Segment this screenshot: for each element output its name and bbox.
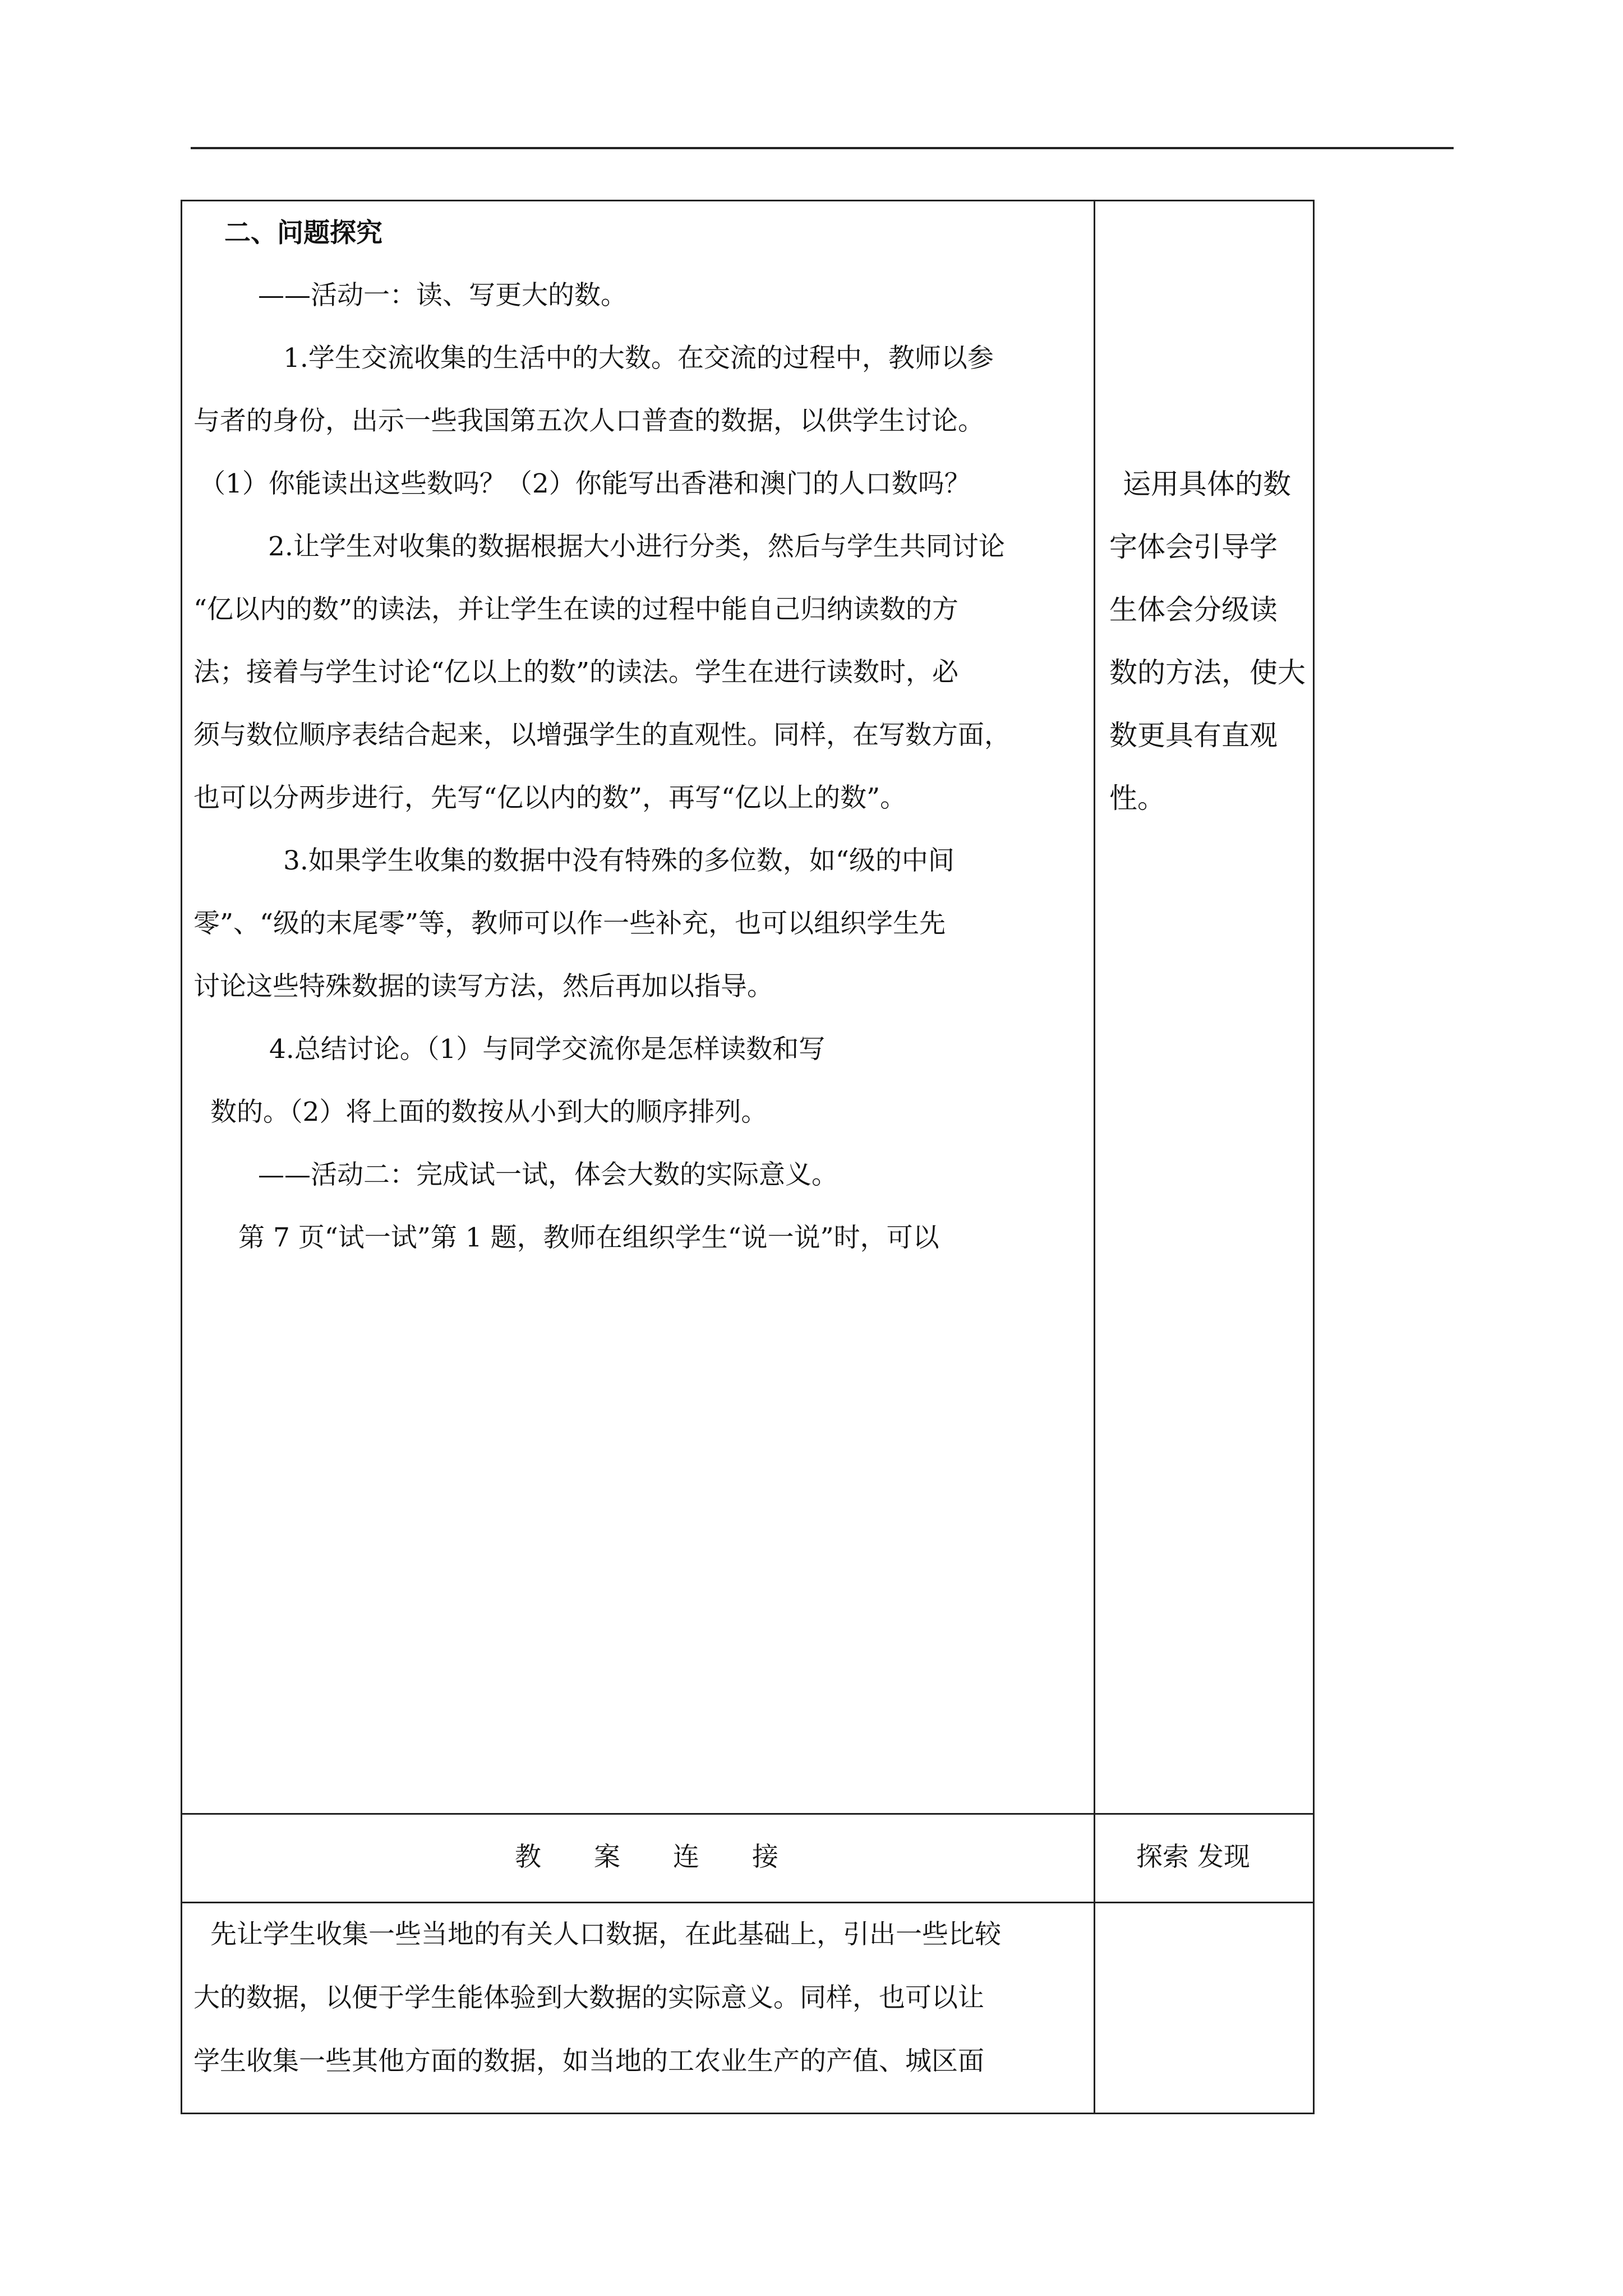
column-divider xyxy=(1094,200,1095,2114)
footer-body-line: 学生收集一些其他方面的数据，如当地的工农业生产的产值、城区面 xyxy=(193,2046,984,2077)
header-rule xyxy=(191,147,1454,149)
paragraph-line: 1.学生交流收集的生活中的大数。在交流的过程中，教师以参 xyxy=(283,343,994,374)
activity2-title: ——活动二：完成试一试，体会大数的实际意义。 xyxy=(258,1159,838,1190)
paragraph-line: 法；接着与学生讨论“亿以上的数”的读法。学生在进行读数时，必 xyxy=(193,657,959,688)
footer-header-left: 教 案 连 接 xyxy=(515,1842,778,1872)
footer-body-line: 先让学生收集一些当地的有关人口数据，在此基础上，引出一些比较 xyxy=(210,1919,1001,1950)
side-note-line: 数更具有直观 xyxy=(1109,719,1278,752)
side-note-line: 数的方法，使大 xyxy=(1109,656,1306,689)
paragraph-line: 3.如果学生收集的数据中没有特殊的多位数，如“级的中间 xyxy=(283,845,955,876)
paragraph-line: 零”、“级的末尾零”等，教师可以作一些补充，也可以组织学生先 xyxy=(193,908,946,939)
paragraph-line: 也可以分两步进行，先写“亿以内的数”，再写“亿以上的数”。 xyxy=(193,783,907,813)
paragraph-line: （1）你能读出这些数吗？（2）你能写出香港和澳门的人口数吗？ xyxy=(199,468,971,499)
footer-body-line: 大的数据，以便于学生能体验到大数据的实际意义。同样，也可以让 xyxy=(193,1982,984,2013)
row-divider-top xyxy=(181,1813,1315,1815)
paragraph-line: “亿以内的数”的读法，并让学生在读的过程中能自己归纳读数的方 xyxy=(193,594,959,625)
side-note-line: 生体会分级读 xyxy=(1109,593,1278,626)
paragraph-line: 与者的身份，出示一些我国第五次人口普查的数据，以供学生讨论。 xyxy=(193,406,984,436)
activity1-title: ——活动一：读、写更大的数。 xyxy=(258,280,627,311)
paragraph-line: 讨论这些特殊数据的读写方法，然后再加以指导。 xyxy=(193,971,773,1002)
footer-header-right: 探索 发现 xyxy=(1136,1842,1250,1872)
side-note-line: 字体会引导学 xyxy=(1109,531,1278,563)
row-divider-bottom xyxy=(181,1902,1315,1903)
activity2-line: 第 7 页“试一试”第 1 题，教师在组织学生“说一说”时，可以 xyxy=(238,1222,939,1253)
paragraph-line: 数的。（2）将上面的数按从小到大的顺序排列。 xyxy=(210,1097,768,1128)
paragraph-line: 须与数位顺序表结合起来，以增强学生的直观性。同样，在写数方面， xyxy=(193,720,1011,751)
side-note-line: 性。 xyxy=(1109,782,1165,815)
side-note-line: 运用具体的数 xyxy=(1123,468,1291,500)
paragraph-line: 4.总结讨论。（1）与同学交流你是怎样读数和写 xyxy=(269,1034,826,1065)
paragraph-line: 2.让学生对收集的数据根据大小进行分类，然后与学生共同讨论 xyxy=(268,531,1005,562)
section-title: 二、问题探究 xyxy=(224,218,382,249)
